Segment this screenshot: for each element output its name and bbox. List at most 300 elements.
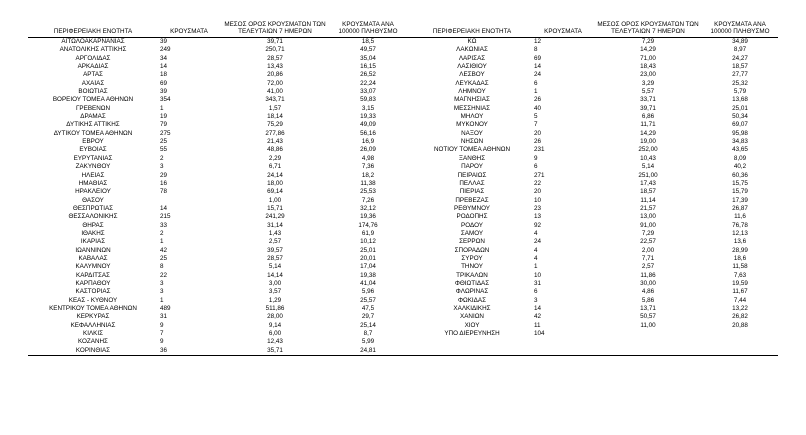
per100k-value: 26,82 <box>732 313 748 321</box>
cases-value: 8 <box>534 46 538 54</box>
avg7-value: 20,86 <box>267 71 283 79</box>
avg7-value: 1,57 <box>268 104 282 112</box>
cases-value: 9 <box>160 321 164 329</box>
avg7-value: 3,29 <box>641 79 655 87</box>
per100k-value: 24,27 <box>732 54 748 62</box>
region-name: ΧΑΛΚΙΔΙΚΗΣ <box>453 305 491 313</box>
table-row <box>28 130 778 138</box>
avg7-value: 35,71 <box>220 347 330 356</box>
avg7-value: 11,00 <box>640 321 656 329</box>
avg7-value: 33,71 <box>640 96 656 104</box>
cases-value: 2 <box>160 229 164 237</box>
per100k-value: 19,36 <box>360 213 376 221</box>
avg7-value: 4,86 <box>641 288 655 296</box>
avg7-value: 11,71 <box>640 121 656 129</box>
avg7-value: 19,00 <box>640 138 656 146</box>
avg7-value: 24,14 <box>267 171 283 179</box>
table-row <box>28 280 778 288</box>
per100k-value: 11,67 <box>732 288 748 296</box>
region-name: ΠΕΛΛΑΣ <box>459 179 485 187</box>
avg7-value: 5,14 <box>641 163 655 171</box>
cases-value: 1 <box>534 88 538 96</box>
cases-value: 22 <box>160 271 168 279</box>
avg7-value: 30,00 <box>640 279 656 287</box>
avg7-value: 7,29 <box>641 38 655 46</box>
per100k-value: 16,15 <box>360 63 376 71</box>
region-name: ΦΩΚΙΔΑΣ <box>458 296 486 304</box>
avg7-value: 3,57 <box>268 288 282 296</box>
table-row <box>28 46 778 54</box>
cases-value <box>532 347 594 356</box>
cases-value <box>532 338 594 346</box>
avg7-value: 511,86 <box>265 305 285 313</box>
region-name: ΚΑΒΑΛΑΣ <box>78 254 108 262</box>
table-row <box>28 180 778 188</box>
region-name: ΗΛΕΙΑΣ <box>81 171 105 179</box>
table-row <box>28 80 778 88</box>
cases-value: 6 <box>534 79 538 87</box>
table-row <box>28 163 778 171</box>
cases-value: 40 <box>534 104 542 112</box>
table-row <box>28 188 778 196</box>
per100k-value: 12,13 <box>732 229 748 237</box>
region-name: ΗΡΑΚΛΕΙΟΥ <box>75 188 111 196</box>
avg7-value: 14,29 <box>640 129 656 137</box>
cases-value: 11 <box>534 321 541 329</box>
cases-value: 42 <box>534 313 542 321</box>
cases-value: 4 <box>534 246 538 254</box>
region-name: ΝΗΣΩΝ <box>460 138 484 146</box>
avg7-value: 39,71 <box>267 38 283 46</box>
region-name: ΕΥΒΟΙΑΣ <box>79 146 107 154</box>
table-row <box>28 213 778 221</box>
table-row <box>28 197 778 205</box>
cases-value: 55 <box>160 146 168 154</box>
avg7-value: 13,71 <box>640 305 656 313</box>
avg7-value: 2,29 <box>268 154 282 162</box>
per100k-value: 34,89 <box>732 38 748 46</box>
avg7-value: 71,00 <box>640 54 656 62</box>
region-name: ΗΜΑΘΙΑΣ <box>78 179 108 187</box>
region-name: ΡΟΔΟΠΗΣ <box>456 213 488 221</box>
per100k-value: 60,36 <box>732 171 748 179</box>
region-name: ΚΑΛΥΜΝΟΥ <box>75 263 111 271</box>
region-name: ΥΠΟ ΔΙΕΡΕΥΝΗΣΗ <box>444 330 500 338</box>
region-name: ΘΕΣΠΡΩΤΙΑΣ <box>72 204 114 212</box>
table-row <box>28 96 778 104</box>
per100k-value: 11,6 <box>734 213 746 221</box>
per100k-value: 8,09 <box>733 154 747 162</box>
table-row <box>28 121 778 129</box>
cases-value: 26 <box>534 96 542 104</box>
region-name: ΛΑΣΙΘΙΟΥ <box>457 63 487 71</box>
avg7-value: 11,14 <box>640 196 656 204</box>
per100k-value: 26,87 <box>732 204 748 212</box>
table-row <box>28 288 778 296</box>
region-name: ΚΟΡΙΝΘΙΑΣ <box>28 347 158 356</box>
cases-value: 14 <box>160 63 168 71</box>
region-name: ΑΧΑΪΑΣ <box>81 79 105 87</box>
per100k-value <box>702 347 778 356</box>
avg7-value <box>594 338 702 346</box>
cases-value: 31 <box>160 313 168 321</box>
per100k-value: 41,04 <box>360 279 376 287</box>
header-per100k-left: ΚΡΟΥΣΜΑΤΑ ΑΝΑ 100000 ΠΛΗΘΥΣΜΟ <box>330 13 406 38</box>
cases-value: 215 <box>160 213 171 221</box>
avg7-value: 31,14 <box>267 221 283 229</box>
cases-value: 5 <box>534 113 538 121</box>
region-name <box>412 338 532 346</box>
avg7-value: 5,14 <box>268 263 282 271</box>
table-row <box>28 205 778 213</box>
per100k-value: 59,83 <box>360 96 376 104</box>
table-row <box>28 330 778 338</box>
region-name: ΘΗΡΑΣ <box>82 221 104 229</box>
table-row <box>28 255 778 263</box>
cases-value: 1 <box>160 296 164 304</box>
per100k-value: 15,79 <box>732 188 748 196</box>
region-name: ΙΚΑΡΙΑΣ <box>80 238 106 246</box>
region-name: ΑΡΤΑΣ <box>83 71 103 79</box>
per100k-value: 50,34 <box>732 113 748 121</box>
cases-value: 24 <box>534 71 542 79</box>
cases-value: 275 <box>160 129 171 137</box>
cases-value: 271 <box>534 171 545 179</box>
cases-value: 20 <box>534 129 542 137</box>
region-name: ΚΟΖΑΝΗΣ <box>78 338 108 346</box>
avg7-value: 5,86 <box>641 296 655 304</box>
per100k-value: 25,32 <box>732 79 748 87</box>
per100k-value: 20,01 <box>360 254 376 262</box>
per100k-value: 29,7 <box>361 313 375 321</box>
cases-value: 18 <box>160 71 168 79</box>
regional-cases-table <box>28 13 778 356</box>
per100k-value: 49,09 <box>360 121 376 129</box>
table-row <box>28 230 778 238</box>
table-row <box>28 297 778 305</box>
avg7-value: 9,14 <box>268 321 282 329</box>
header-region-left: ΠΕΡΙΦΕΡΕΙΑΚΗ ΕΝΟΤΗΤΑ <box>28 13 158 38</box>
region-name: ΚΑΡΔΙΤΣΑΣ <box>76 271 110 279</box>
cases-value: 16 <box>160 179 168 187</box>
cases-value: 4 <box>534 229 538 237</box>
avg7-value: 6,00 <box>268 330 282 338</box>
region-name: ΒΟΙΩΤΙΑΣ <box>78 88 108 96</box>
avg7-value <box>594 347 702 356</box>
region-name: ΤΡΙΚΑΛΩΝ <box>456 271 488 279</box>
table-body <box>28 38 778 356</box>
region-name: ΔΡΑΜΑΣ <box>80 113 106 121</box>
region-name: ΜΥΚΟΝΟΥ <box>456 121 488 129</box>
cases-value: 249 <box>160 46 171 54</box>
header-cases-left: ΚΡΟΥΣΜΑΤΑ <box>158 13 220 38</box>
cases-value: 34 <box>160 54 168 62</box>
cases-value: 4 <box>534 254 538 262</box>
table-row <box>28 88 778 96</box>
table-row <box>28 71 778 79</box>
header-per100k-right: ΚΡΟΥΣΜΑΤΑ ΑΝΑ 100000 ΠΛΗΘΥΣΜΟ <box>702 13 778 38</box>
cases-value: 14 <box>160 204 168 212</box>
region-name: ΝΑΞΟΥ <box>461 129 483 137</box>
table-row <box>28 113 778 121</box>
cases-value: 14 <box>534 63 542 71</box>
per100k-value: 5,79 <box>733 88 747 96</box>
region-name: ΝΟΤΙΟΥ ΤΟΜΕΑ ΑΘΗΝΩΝ <box>433 146 511 154</box>
cases-value: 39 <box>160 38 168 46</box>
avg7-value: 250,71 <box>265 46 285 54</box>
region-name: ΦΛΩΡΙΝΑΣ <box>455 288 489 296</box>
per100k-value: 8,97 <box>733 46 747 54</box>
avg7-value: 50,57 <box>640 313 656 321</box>
avg7-value: 41,00 <box>267 88 283 96</box>
region-name: ΓΡΕΒΕΝΩΝ <box>75 104 111 112</box>
cases-value: 20 <box>534 188 542 196</box>
region-name: ΡΕΘΥΜΝΟΥ <box>454 204 490 212</box>
cases-value: 25 <box>160 138 168 146</box>
region-name: ΜΗΛΟΥ <box>460 113 484 121</box>
region-name: ΠΡΕΒΕΖΑΣ <box>455 196 489 204</box>
per100k-value: 22,24 <box>360 79 376 87</box>
cases-value: 12 <box>534 38 542 46</box>
cases-value: 13 <box>534 213 542 221</box>
cases-value: 7 <box>534 121 538 129</box>
per100k-value: 174,76 <box>358 221 378 229</box>
per100k-value: 35,04 <box>360 54 376 62</box>
avg7-value: 39,57 <box>267 246 283 254</box>
per100k-value: 17,39 <box>732 196 748 204</box>
per100k-value: 5,99 <box>361 338 375 346</box>
per100k-value: 40,2 <box>733 163 747 171</box>
per100k-value: 7,63 <box>733 271 747 279</box>
table-row <box>28 155 778 163</box>
cases-value: 25 <box>160 254 168 262</box>
region-name: ΘΕΣΣΑΛΟΝΙΚΗΣ <box>68 213 118 221</box>
cases-value: 69 <box>160 79 168 87</box>
avg7-value <box>594 330 702 338</box>
region-name: ΚΕΑΣ - ΚΥΘΝΟΥ <box>68 296 118 304</box>
cases-value: 29 <box>160 171 168 179</box>
cases-value: 1 <box>160 104 164 112</box>
per100k-value: 18,5 <box>361 38 375 46</box>
cases-value: 354 <box>160 96 171 104</box>
table-row <box>28 347 778 356</box>
header-avg7-left: ΜΕΣΟΣ ΟΡΟΣ ΚΡΟΥΣΜΑΤΩΝ ΤΩΝ ΤΕΛΕΥΤΑΙΩΝ 7 ΗΜΕΡΩΝ <box>220 13 330 38</box>
region-name: ΣΠΟΡΑΔΩΝ <box>454 246 490 254</box>
avg7-value: 18,00 <box>267 179 283 187</box>
region-name: ΚΙΛΚΙΣ <box>83 330 103 338</box>
per100k-value: 7,36 <box>361 163 375 171</box>
region-name: ΔΥΤΙΚΗΣ ΑΤΤΙΚΗΣ <box>66 121 120 129</box>
per100k-value: 28,99 <box>732 246 748 254</box>
region-name: ΚΕΦΑΛΛΗΝΙΑΣ <box>70 321 116 329</box>
table-row <box>28 55 778 63</box>
per100k-value: 17,04 <box>360 263 376 271</box>
per100k-value: 47,5 <box>361 305 375 313</box>
table-row <box>28 38 778 47</box>
cases-value: 3 <box>160 288 164 296</box>
avg7-value: 75,29 <box>267 121 283 129</box>
per100k-value: 8,7 <box>363 330 373 338</box>
region-name: ΕΥΡΥΤΑΝΙΑΣ <box>73 154 113 162</box>
per100k-value: 19,59 <box>732 279 748 287</box>
per100k-value: 49,57 <box>360 46 376 54</box>
cases-value: 104 <box>534 330 545 338</box>
cases-value: 24 <box>534 238 542 246</box>
cases-value: 10 <box>534 196 542 204</box>
cases-value: 489 <box>160 305 171 313</box>
region-name: ΑΙΤΩΛΟΑΚΑΡΝΑΝΙΑΣ <box>61 38 125 46</box>
avg7-value: 48,86 <box>267 146 283 154</box>
avg7-value: 343,71 <box>265 96 285 104</box>
region-name: ΛΗΜΝΟΥ <box>458 88 486 96</box>
per100k-value: 13,22 <box>732 305 748 313</box>
table-row <box>28 138 778 146</box>
header-avg7-right: ΜΕΣΟΣ ΟΡΟΣ ΚΡΟΥΣΜΑΤΩΝ ΤΩΝ ΤΕΛΕΥΤΑΙΩΝ 7 ΗΜΕΡΩΝ <box>594 13 702 38</box>
per100k-value: 25,14 <box>360 321 376 329</box>
region-name: ΑΝΑΤΟΛΙΚΗΣ ΑΤΤΙΚΗΣ <box>59 46 127 54</box>
cases-value: 69 <box>534 54 542 62</box>
avg7-value: 13,43 <box>267 63 283 71</box>
cases-value: 31 <box>534 279 542 287</box>
table-row <box>28 222 778 230</box>
avg7-value: 6,71 <box>268 163 282 171</box>
per100k-value: 7,44 <box>733 296 747 304</box>
avg7-value: 23,00 <box>640 71 656 79</box>
region-name: ΒΟΡΕΙΟΥ ΤΟΜΕΑ ΑΘΗΝΩΝ <box>52 96 134 104</box>
cases-value: 19 <box>160 113 168 121</box>
cases-value: 2 <box>160 154 164 162</box>
avg7-value: 7,71 <box>641 254 655 262</box>
region-name: ΚΩ <box>467 38 477 46</box>
cases-value: 78 <box>160 188 168 196</box>
avg7-value: 1,43 <box>268 229 282 237</box>
region-name: ΚΕΡΚΥΡΑΣ <box>76 313 110 321</box>
cases-value: 8 <box>160 263 164 271</box>
avg7-value: 277,86 <box>265 129 285 137</box>
region-name: ΠΕΙΡΑΙΩΣ <box>457 171 487 179</box>
avg7-value: 18,57 <box>640 188 656 196</box>
header-region-right: ΠΕΡΙΦΕΡΕΙΑΚΗ ΕΝΟΤΗΤΑ <box>412 13 532 38</box>
per100k-value: 19,33 <box>360 113 376 121</box>
cases-value: 39 <box>160 88 168 96</box>
cases-value: 10 <box>534 271 542 279</box>
header-row <box>28 13 778 38</box>
avg7-value: 21,43 <box>267 138 283 146</box>
per100k-value: 11,38 <box>360 179 376 187</box>
cases-value: 9 <box>160 338 164 346</box>
avg7-value: 28,57 <box>267 254 283 262</box>
cases-value: 6 <box>534 288 538 296</box>
table-row <box>28 105 778 113</box>
region-name: ΣΑΜΟΥ <box>460 229 484 237</box>
region-name: ΑΡΓΟΛΙΔΑΣ <box>75 54 111 62</box>
region-name: ΛΕΥΚΑΔΑΣ <box>455 79 489 87</box>
cases-value: 1 <box>160 238 164 246</box>
per100k-value: 32,12 <box>360 204 376 212</box>
per100k-value: 26,09 <box>360 146 376 154</box>
per100k-value: 69,07 <box>732 121 748 129</box>
avg7-value: 91,00 <box>640 221 656 229</box>
table-row <box>28 313 778 321</box>
cases-value: 6 <box>534 163 538 171</box>
avg7-value: 11,86 <box>640 271 656 279</box>
avg7-value: 2,00 <box>641 246 655 254</box>
cases-value: 22 <box>534 179 542 187</box>
per100k-value: 3,15 <box>361 104 375 112</box>
region-name: ΜΕΣΣΗΝΙΑΣ <box>453 104 491 112</box>
avg7-value: 5,57 <box>641 88 655 96</box>
region-name: ΙΘΑΚΗΣ <box>81 229 105 237</box>
table-row <box>28 263 778 271</box>
per100k-value: 26,52 <box>360 71 376 79</box>
avg7-value: 10,43 <box>640 154 656 162</box>
avg7-value: 251,00 <box>638 171 658 179</box>
avg7-value: 28,00 <box>267 313 283 321</box>
per100k-value: 10,12 <box>360 238 376 246</box>
per100k-value: 43,65 <box>732 146 748 154</box>
table-row <box>28 338 778 346</box>
region-name: ΣΕΡΡΩΝ <box>459 238 485 246</box>
region-name: ΤΗΝΟΥ <box>461 263 483 271</box>
table-row <box>28 238 778 246</box>
per100k-value <box>702 330 778 338</box>
avg7-value: 2,57 <box>268 238 282 246</box>
region-name: ΑΡΚΑΔΙΑΣ <box>77 63 109 71</box>
per100k-value: 18,2 <box>361 171 375 179</box>
per100k-value: 11,58 <box>732 263 748 271</box>
avg7-value: 17,43 <box>640 179 656 187</box>
per100k-value: 25,01 <box>360 246 376 254</box>
cases-value: 42 <box>160 246 168 254</box>
table-row <box>28 305 778 313</box>
per100k-value <box>702 338 778 346</box>
region-name: ΙΩΑΝΝΙΝΩΝ <box>75 246 111 254</box>
region-name: ΧΙΟΥ <box>464 321 480 329</box>
header-cases-right: ΚΡΟΥΣΜΑΤΑ <box>532 13 594 38</box>
table-row <box>28 322 778 330</box>
cases-value: 3 <box>160 163 164 171</box>
avg7-value: 241,29 <box>265 213 285 221</box>
region-name: ΦΘΙΩΤΙΔΑΣ <box>454 279 490 287</box>
avg7-value: 1,00 <box>268 196 282 204</box>
cases-value: 36 <box>158 347 220 356</box>
region-name: ΕΒΡΟΥ <box>82 138 104 146</box>
per100k-value: 61,9 <box>361 229 375 237</box>
per100k-value: 5,96 <box>361 288 375 296</box>
per100k-value: 76,78 <box>732 221 748 229</box>
cases-value: 23 <box>534 204 542 212</box>
avg7-value: 18,14 <box>267 113 283 121</box>
avg7-value: 1,29 <box>268 296 282 304</box>
region-name: ΛΑΚΩΝΙΑΣ <box>456 46 488 54</box>
avg7-value: 6,86 <box>641 113 655 121</box>
table-row <box>28 63 778 71</box>
per100k-value: 7,26 <box>361 196 375 204</box>
avg7-value: 13,00 <box>640 213 656 221</box>
per100k-value: 33,07 <box>360 88 376 96</box>
per100k-value: 25,01 <box>732 104 748 112</box>
cases-value: 7 <box>160 330 164 338</box>
per100k-value: 24,81 <box>330 347 406 356</box>
per100k-value: 13,6 <box>733 238 747 246</box>
region-name: ΘΑΣΟΥ <box>82 196 104 204</box>
cases-value: 79 <box>160 121 168 129</box>
region-name: ΚΑΡΠΑΘΟΥ <box>75 279 111 287</box>
table-row <box>28 172 778 180</box>
per100k-value: 16,9 <box>361 138 375 146</box>
per100k-value: 34,83 <box>732 138 748 146</box>
region-name: ΧΑΝΙΩΝ <box>460 313 484 321</box>
